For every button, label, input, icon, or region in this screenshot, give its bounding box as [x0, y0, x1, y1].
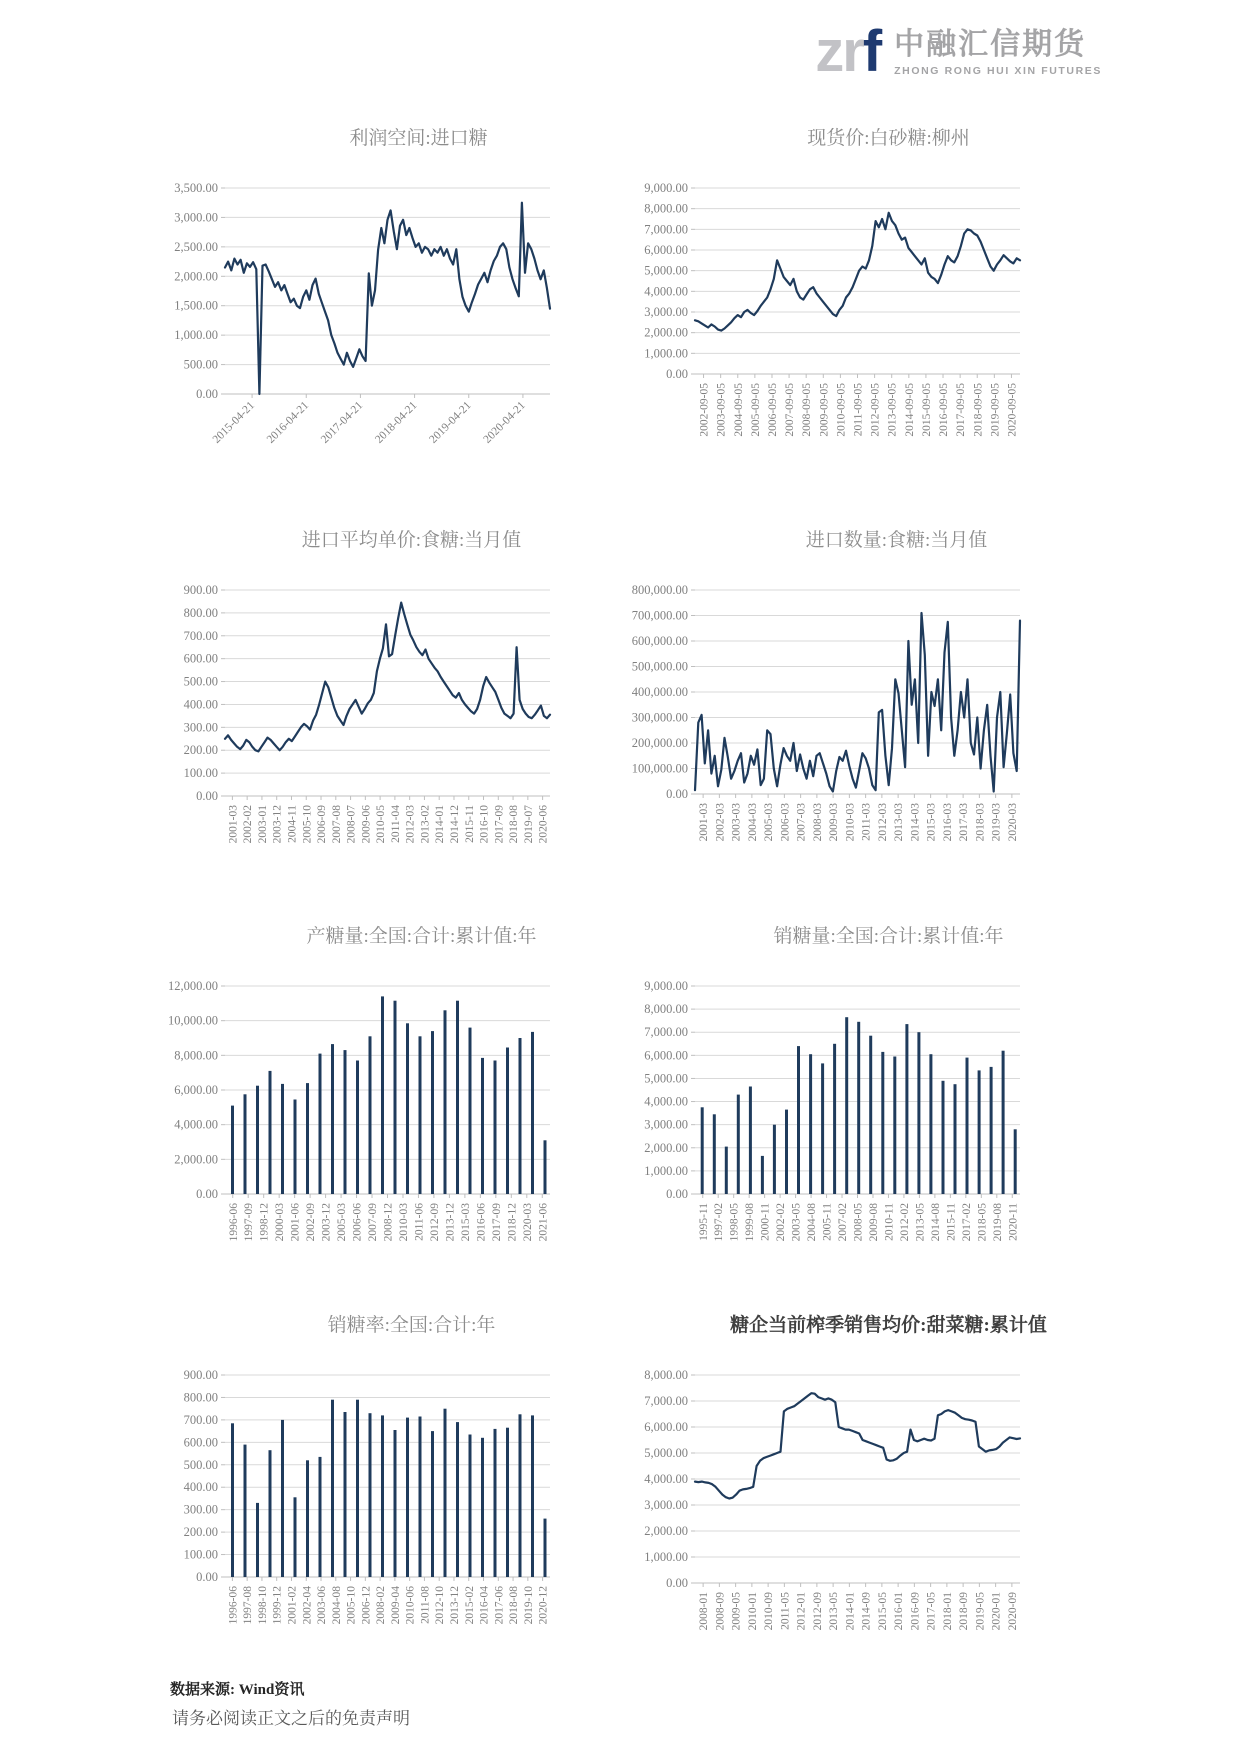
svg-text:2007-09: 2007-09: [367, 1203, 380, 1242]
svg-text:2018-09: 2018-09: [958, 1592, 971, 1631]
svg-text:2018-03: 2018-03: [974, 803, 987, 842]
svg-text:2013-02: 2013-02: [419, 805, 432, 844]
svg-text:2020-04-21: 2020-04-21: [481, 399, 528, 446]
svg-text:1,000.00: 1,000.00: [644, 1550, 688, 1564]
chart-profit-margin-canvas-holder: [163, 182, 612, 461]
svg-text:600.00: 600.00: [183, 651, 218, 666]
svg-text:2002-04: 2002-04: [301, 1586, 314, 1625]
svg-text:0.00: 0.00: [666, 787, 688, 801]
svg-text:1,000.00: 1,000.00: [644, 346, 688, 361]
svg-text:2006-03: 2006-03: [779, 803, 792, 842]
svg-text:2015-11: 2015-11: [945, 1203, 958, 1241]
svg-text:2017-05: 2017-05: [925, 1592, 938, 1631]
svg-text:2,500.00: 2,500.00: [174, 239, 218, 254]
svg-text:2002-02: 2002-02: [775, 1203, 788, 1242]
svg-text:2008-03: 2008-03: [811, 803, 824, 842]
svg-text:2020-09: 2020-09: [1006, 1592, 1019, 1631]
svg-text:2010-03: 2010-03: [398, 1203, 411, 1242]
svg-text:700.00: 700.00: [183, 628, 218, 643]
svg-text:2004-08: 2004-08: [806, 1203, 819, 1242]
svg-text:2003-12: 2003-12: [271, 805, 284, 844]
svg-text:1997-02: 1997-02: [713, 1203, 726, 1242]
chart-title: 进口数量:食糖:当月值: [805, 530, 988, 551]
svg-text:2017-03: 2017-03: [958, 803, 971, 842]
chart-beet-price-canvas-holder: [633, 1369, 1082, 1650]
svg-text:2011-05: 2011-05: [779, 1592, 792, 1630]
svg-text:2007-09-05: 2007-09-05: [784, 383, 797, 437]
svg-text:1997-08: 1997-08: [242, 1586, 255, 1625]
svg-text:2019-04-21: 2019-04-21: [427, 399, 474, 446]
svg-text:2008-02: 2008-02: [375, 1586, 388, 1625]
svg-text:9,000.00: 9,000.00: [644, 182, 688, 195]
svg-text:8,000.00: 8,000.00: [644, 1002, 688, 1017]
svg-text:200,000.00: 200,000.00: [631, 736, 688, 750]
svg-text:2016-01: 2016-01: [893, 1592, 906, 1631]
svg-text:2014-09-05: 2014-09-05: [903, 383, 916, 437]
svg-text:2011-06: 2011-06: [413, 1203, 426, 1241]
company-logo: [815, 20, 1102, 84]
import-quantity-sugar-monthly-canvas: [617, 584, 1030, 856]
svg-text:12,000.00: 12,000.00: [168, 980, 218, 993]
svg-text:2010-11: 2010-11: [883, 1203, 896, 1241]
svg-text:0.00: 0.00: [196, 1187, 218, 1201]
svg-text:300.00: 300.00: [183, 1502, 218, 1517]
svg-text:9,000.00: 9,000.00: [644, 980, 688, 993]
svg-text:2020-12: 2020-12: [537, 1586, 550, 1625]
svg-text:2004-11: 2004-11: [286, 805, 299, 843]
svg-text:2008-12: 2008-12: [382, 1203, 395, 1242]
svg-text:2015-03: 2015-03: [925, 803, 938, 842]
sugar-sales-rate-national-annual-canvas: [177, 1369, 560, 1639]
svg-text:2008-05: 2008-05: [852, 1203, 865, 1242]
svg-text:3,000.00: 3,000.00: [644, 305, 688, 319]
svg-text:2011-08: 2011-08: [419, 1586, 432, 1624]
svg-text:2006-06: 2006-06: [351, 1203, 364, 1242]
svg-text:8,000.00: 8,000.00: [174, 1048, 218, 1063]
chart-title: 销糖率:全国:合计:年: [327, 1315, 496, 1336]
svg-text:2016-10: 2016-10: [478, 805, 491, 844]
svg-text:1995-11: 1995-11: [697, 1203, 710, 1241]
chart-profit-margin-imported-sugar: [163, 126, 612, 461]
svg-text:2021-06: 2021-06: [537, 1203, 550, 1242]
svg-text:2002-09: 2002-09: [305, 1203, 318, 1242]
svg-text:800.00: 800.00: [183, 1390, 218, 1405]
svg-text:2004-09-05: 2004-09-05: [732, 383, 745, 437]
svg-text:1,000.00: 1,000.00: [174, 328, 218, 343]
svg-text:2012-09-05: 2012-09-05: [869, 383, 882, 437]
svg-text:1996-06: 1996-06: [227, 1203, 240, 1242]
svg-text:0.00: 0.00: [666, 1576, 688, 1590]
svg-text:2013-03: 2013-03: [893, 803, 906, 842]
svg-text:2003-01: 2003-01: [256, 805, 269, 844]
logo-text-block: [894, 20, 1102, 77]
svg-text:2016-09-05: 2016-09-05: [938, 383, 951, 437]
chart-sales-volume-canvas-holder: [633, 980, 1082, 1261]
svg-text:2012-01: 2012-01: [795, 1592, 808, 1631]
logo-wordmark: [815, 20, 880, 84]
svg-text:4,000.00: 4,000.00: [644, 1094, 688, 1109]
svg-text:800.00: 800.00: [183, 605, 218, 620]
chart-import-price-canvas-holder: [177, 584, 598, 863]
svg-text:2017-04-21: 2017-04-21: [318, 399, 366, 446]
svg-text:2010-06: 2010-06: [404, 1586, 417, 1625]
svg-text:2014-01: 2014-01: [844, 1592, 857, 1631]
svg-text:2016-09: 2016-09: [909, 1592, 922, 1631]
svg-text:2018-12: 2018-12: [506, 1203, 519, 1242]
svg-text:2016-06: 2016-06: [475, 1203, 488, 1242]
svg-text:100.00: 100.00: [183, 1547, 218, 1562]
svg-text:2016-03: 2016-03: [941, 803, 954, 842]
logo-company-name-en: ZHONG RONG HUI XIN FUTURES: [894, 65, 1102, 77]
svg-text:2019-05: 2019-05: [974, 1592, 987, 1631]
chart-title: 进口平均单价:食糖:当月值: [301, 530, 522, 551]
svg-text:2000-03: 2000-03: [274, 1203, 287, 1242]
svg-text:3,000.00: 3,000.00: [644, 1117, 688, 1132]
svg-text:100.00: 100.00: [183, 766, 218, 781]
svg-text:2006-09-05: 2006-09-05: [766, 383, 779, 437]
svg-text:700.00: 700.00: [183, 1412, 218, 1427]
svg-text:2015-02: 2015-02: [463, 1586, 476, 1625]
svg-text:7,000.00: 7,000.00: [644, 222, 688, 237]
svg-text:2007-03: 2007-03: [795, 803, 808, 842]
svg-text:6,000.00: 6,000.00: [644, 1420, 688, 1434]
chart-title: 利润空间:进口糖: [349, 128, 488, 149]
svg-text:2009-09-05: 2009-09-05: [818, 383, 831, 437]
svg-text:2008-09-05: 2008-09-05: [801, 383, 814, 437]
svg-text:2001-06: 2001-06: [289, 1203, 302, 1242]
svg-text:1996-06: 1996-06: [227, 1586, 240, 1625]
chart-sugar-production: [157, 924, 618, 1261]
svg-text:600,000.00: 600,000.00: [631, 634, 688, 648]
svg-text:3,500.00: 3,500.00: [174, 182, 218, 195]
svg-text:3,000.00: 3,000.00: [174, 210, 218, 225]
svg-text:2000-11: 2000-11: [759, 1203, 772, 1241]
svg-text:2014-01: 2014-01: [434, 805, 447, 844]
data-source-note: 数据来源: Wind资讯: [170, 1682, 305, 1698]
svg-text:2013-09-05: 2013-09-05: [886, 383, 899, 437]
svg-text:0.00: 0.00: [196, 387, 218, 401]
svg-text:400.00: 400.00: [183, 697, 218, 712]
svg-text:2010-03: 2010-03: [844, 803, 857, 842]
svg-text:2005-11: 2005-11: [821, 1203, 834, 1241]
svg-text:2014-08: 2014-08: [929, 1203, 942, 1242]
svg-text:2020-09-05: 2020-09-05: [1006, 383, 1019, 437]
svg-text:600.00: 600.00: [183, 1435, 218, 1450]
svg-text:2012-09: 2012-09: [428, 1203, 441, 1242]
profit-margin-imported-sugar-canvas: [163, 182, 560, 456]
svg-text:2013-05: 2013-05: [828, 1592, 841, 1631]
chart-beet-sugar-avg-price: [633, 1313, 1082, 1650]
svg-text:1998-12: 1998-12: [258, 1203, 271, 1242]
svg-text:2001-03: 2001-03: [698, 803, 711, 842]
svg-text:8,000.00: 8,000.00: [644, 1369, 688, 1382]
chart-spot-price-canvas-holder: [633, 182, 1082, 454]
svg-text:700,000.00: 700,000.00: [631, 608, 688, 623]
svg-text:300.00: 300.00: [183, 720, 218, 735]
svg-text:7,000.00: 7,000.00: [644, 1025, 688, 1040]
svg-text:0.00: 0.00: [196, 1570, 218, 1584]
svg-text:900.00: 900.00: [183, 584, 218, 597]
svg-text:5,000.00: 5,000.00: [644, 1446, 688, 1460]
svg-text:2017-09: 2017-09: [493, 805, 506, 844]
svg-text:1,000.00: 1,000.00: [644, 1163, 688, 1178]
svg-text:100,000.00: 100,000.00: [631, 761, 688, 776]
svg-text:2002-02: 2002-02: [242, 805, 255, 844]
svg-text:2012-09: 2012-09: [811, 1592, 824, 1631]
svg-text:2018-08: 2018-08: [508, 805, 521, 844]
svg-text:2018-04-21: 2018-04-21: [373, 399, 420, 446]
svg-text:500.00: 500.00: [183, 674, 218, 689]
svg-text:2015-05: 2015-05: [876, 1592, 889, 1631]
spot-price-white-sugar-liuzhou-canvas: [633, 182, 1030, 449]
svg-text:500,000.00: 500,000.00: [631, 659, 688, 674]
svg-text:300,000.00: 300,000.00: [631, 710, 688, 725]
logo-wordmark-f: f: [862, 19, 881, 84]
svg-text:0.00: 0.00: [666, 1187, 688, 1201]
svg-text:2017-09-05: 2017-09-05: [955, 383, 968, 437]
svg-text:2018-01: 2018-01: [941, 1592, 954, 1631]
svg-text:2017-09: 2017-09: [490, 1203, 503, 1242]
svg-text:2009-06: 2009-06: [360, 805, 373, 844]
svg-text:1,500.00: 1,500.00: [174, 298, 218, 313]
svg-text:4,000.00: 4,000.00: [644, 1472, 688, 1486]
svg-text:2010-05: 2010-05: [375, 805, 388, 844]
svg-text:2011-03: 2011-03: [860, 803, 873, 841]
svg-text:10,000.00: 10,000.00: [168, 1013, 218, 1028]
svg-text:400.00: 400.00: [183, 1480, 218, 1495]
svg-text:1999-08: 1999-08: [744, 1203, 757, 1242]
svg-text:1997-09: 1997-09: [243, 1203, 256, 1242]
svg-text:5,000.00: 5,000.00: [644, 1071, 688, 1086]
chart-title: 糖企当前榨季销售均价:甜菜糖:累计值: [730, 1315, 1047, 1336]
svg-text:2013-12: 2013-12: [449, 1586, 462, 1625]
svg-text:2019-10: 2019-10: [522, 1586, 535, 1625]
svg-text:2005-09-05: 2005-09-05: [749, 383, 762, 437]
svg-text:2018-05: 2018-05: [976, 1203, 989, 1242]
svg-text:900.00: 900.00: [183, 1369, 218, 1382]
svg-text:2018-08: 2018-08: [508, 1586, 521, 1625]
svg-text:2019-07: 2019-07: [522, 805, 535, 844]
svg-text:2005-03: 2005-03: [336, 1203, 349, 1242]
svg-text:3,000.00: 3,000.00: [644, 1498, 688, 1512]
svg-text:2009-08: 2009-08: [868, 1203, 881, 1242]
svg-text:2009-03: 2009-03: [828, 803, 841, 842]
svg-text:2012-03: 2012-03: [404, 805, 417, 844]
sugar-sales-national-cumulative-annual-canvas: [633, 980, 1030, 1256]
svg-text:2002-09-05: 2002-09-05: [698, 383, 711, 437]
svg-text:2013-05: 2013-05: [914, 1203, 927, 1242]
svg-text:0.00: 0.00: [196, 789, 218, 803]
svg-text:8,000.00: 8,000.00: [644, 201, 688, 216]
chart-title: 销糖量:全国:合计:累计值:年: [773, 926, 1004, 947]
svg-text:2004-08: 2004-08: [330, 1586, 343, 1625]
chart-import-quantity: [617, 528, 1098, 861]
svg-text:0.00: 0.00: [666, 367, 688, 381]
svg-text:2005-10: 2005-10: [345, 1586, 358, 1625]
svg-text:2019-03: 2019-03: [990, 803, 1003, 842]
svg-text:2009-05: 2009-05: [730, 1592, 743, 1631]
svg-text:2012-03: 2012-03: [876, 803, 889, 842]
svg-text:2014-12: 2014-12: [449, 805, 462, 844]
svg-text:2001-02: 2001-02: [286, 1586, 299, 1625]
svg-text:2009-04: 2009-04: [389, 1586, 402, 1625]
chart-import-avg-unit-price: [177, 528, 598, 863]
sugar-production-national-cumulative-annual-canvas: [157, 980, 560, 1256]
svg-text:2006-09: 2006-09: [316, 805, 329, 844]
chart-production-canvas-holder: [157, 980, 618, 1261]
svg-text:2018-09-05: 2018-09-05: [972, 383, 985, 437]
svg-text:5,000.00: 5,000.00: [644, 263, 688, 278]
svg-text:2019-09-05: 2019-09-05: [989, 383, 1002, 437]
chart-sales-rate-canvas-holder: [177, 1369, 598, 1644]
disclaimer-note: 请务必阅读正文之后的免责声明: [172, 1709, 410, 1728]
svg-text:2003-09-05: 2003-09-05: [715, 383, 728, 437]
svg-text:2019-08: 2019-08: [991, 1203, 1004, 1242]
svg-text:2,000.00: 2,000.00: [644, 1524, 688, 1538]
svg-text:2003-12: 2003-12: [320, 1203, 333, 1242]
svg-text:2015-03: 2015-03: [459, 1203, 472, 1242]
svg-text:200.00: 200.00: [183, 1525, 218, 1540]
svg-text:800,000.00: 800,000.00: [631, 584, 688, 597]
svg-text:2017-02: 2017-02: [960, 1203, 973, 1242]
svg-text:2008-01: 2008-01: [698, 1592, 711, 1631]
svg-text:2020-06: 2020-06: [537, 805, 550, 844]
svg-text:2020-01: 2020-01: [990, 1592, 1003, 1631]
svg-text:2012-02: 2012-02: [898, 1203, 911, 1242]
chart-sugar-sales-volume: [633, 924, 1082, 1261]
svg-text:2020-03: 2020-03: [1006, 803, 1019, 842]
svg-text:2016-04-21: 2016-04-21: [264, 399, 312, 446]
chart-import-quantity-canvas-holder: [617, 584, 1098, 861]
svg-text:2010-01: 2010-01: [746, 1592, 759, 1631]
svg-text:7,000.00: 7,000.00: [644, 1394, 688, 1408]
chart-spot-price-white-sugar-liuzhou: [633, 126, 1082, 454]
svg-text:2,000.00: 2,000.00: [174, 269, 218, 284]
svg-text:1999-12: 1999-12: [271, 1586, 284, 1625]
import-avg-unit-price-sugar-monthly-canvas: [177, 584, 560, 858]
svg-text:2001-03: 2001-03: [227, 805, 240, 844]
svg-text:2010-09-05: 2010-09-05: [835, 383, 848, 437]
sugar-company-season-avg-price-beet-cumulative-canvas: [633, 1369, 1030, 1645]
svg-text:2014-03: 2014-03: [909, 803, 922, 842]
svg-text:6,000.00: 6,000.00: [174, 1083, 218, 1097]
svg-text:400,000.00: 400,000.00: [631, 685, 688, 699]
svg-text:2011-04: 2011-04: [389, 805, 402, 843]
svg-text:2010-09: 2010-09: [763, 1592, 776, 1631]
svg-text:2016-04: 2016-04: [478, 1586, 491, 1625]
svg-text:2,000.00: 2,000.00: [644, 325, 688, 340]
svg-text:2008-07: 2008-07: [345, 805, 358, 844]
svg-text:2007-08: 2007-08: [330, 805, 343, 844]
svg-text:4,000.00: 4,000.00: [174, 1117, 218, 1132]
logo-wordmark-zr: zr: [815, 19, 863, 84]
svg-text:2015-11: 2015-11: [463, 805, 476, 843]
svg-text:2005-03: 2005-03: [763, 803, 776, 842]
svg-text:2002-03: 2002-03: [714, 803, 727, 842]
chart-title: 产糖量:全国:合计:累计值:年: [306, 926, 537, 947]
svg-text:2012-10: 2012-10: [434, 1586, 447, 1625]
svg-text:2017-06: 2017-06: [493, 1586, 506, 1625]
svg-text:1998-10: 1998-10: [256, 1586, 269, 1625]
svg-text:2,000.00: 2,000.00: [174, 1152, 218, 1167]
svg-text:2008-09: 2008-09: [714, 1592, 727, 1631]
svg-text:500.00: 500.00: [183, 357, 218, 372]
svg-text:2006-12: 2006-12: [360, 1586, 373, 1625]
svg-text:4,000.00: 4,000.00: [644, 284, 688, 299]
svg-text:6,000.00: 6,000.00: [644, 243, 688, 257]
svg-text:2011-09-05: 2011-09-05: [852, 383, 865, 437]
logo-company-name-cn: 中融汇信期货: [894, 28, 1087, 61]
svg-text:2014-09: 2014-09: [860, 1592, 873, 1631]
svg-text:2005-10: 2005-10: [301, 805, 314, 844]
svg-text:2004-03: 2004-03: [746, 803, 759, 842]
chart-title: 现货价:白砂糖:柳州: [807, 128, 970, 149]
svg-text:2015-04-21: 2015-04-21: [210, 399, 258, 446]
chart-sugar-sales-rate: [177, 1313, 598, 1644]
svg-text:2003-05: 2003-05: [790, 1203, 803, 1242]
svg-text:2020-03: 2020-03: [521, 1203, 534, 1242]
svg-text:6,000.00: 6,000.00: [644, 1048, 688, 1063]
svg-text:2003-03: 2003-03: [730, 803, 743, 842]
svg-text:2013-12: 2013-12: [444, 1203, 457, 1242]
svg-text:200.00: 200.00: [183, 743, 218, 758]
svg-text:2007-02: 2007-02: [837, 1203, 850, 1242]
svg-text:2003-06: 2003-06: [316, 1586, 329, 1625]
svg-text:2020-11: 2020-11: [1007, 1203, 1020, 1241]
svg-text:2015-09-05: 2015-09-05: [920, 383, 933, 437]
svg-text:1998-05: 1998-05: [728, 1203, 741, 1242]
svg-text:2,000.00: 2,000.00: [644, 1140, 688, 1155]
svg-text:500.00: 500.00: [183, 1457, 218, 1472]
